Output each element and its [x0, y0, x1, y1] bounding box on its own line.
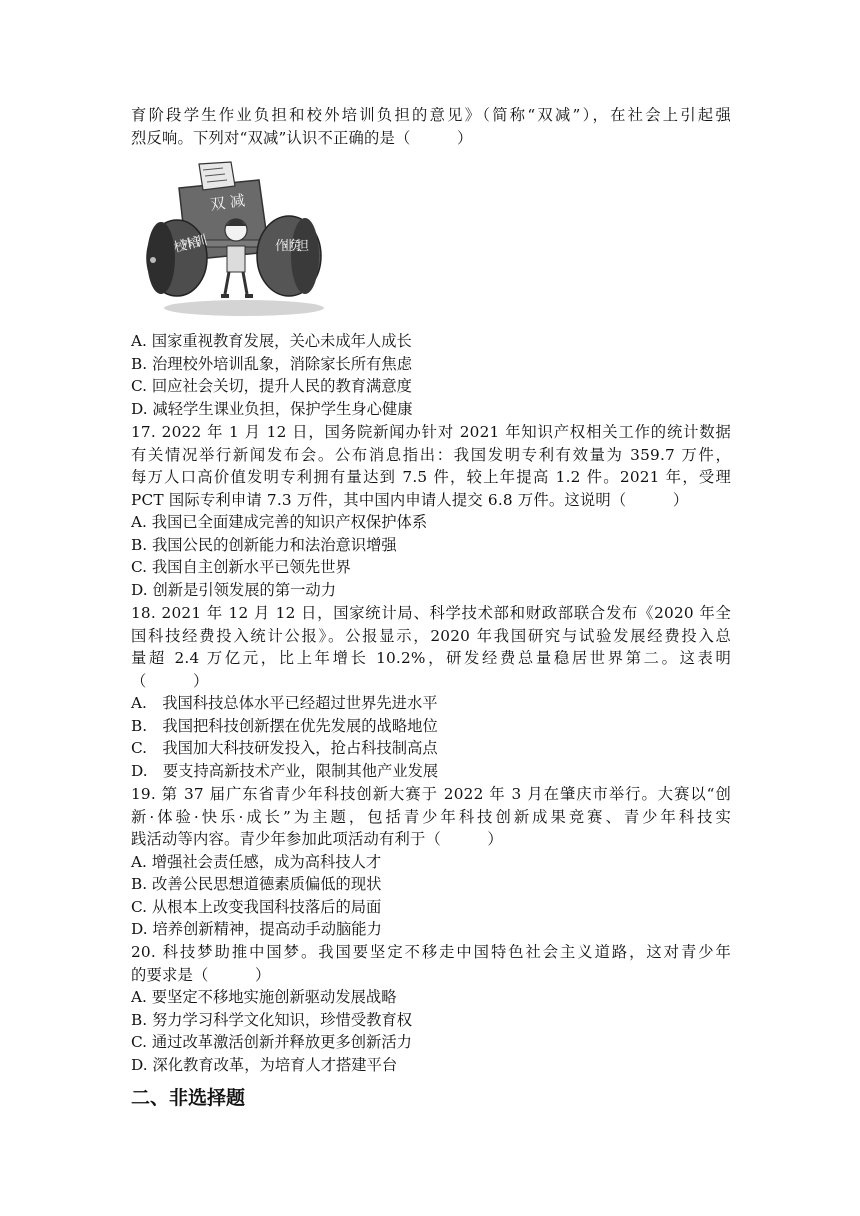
q18-stem-line: 量超 2.4 万亿元，比上年增长 10.2%，研发经费总量稳居世界第二。这表明 [131, 649, 731, 667]
q19-option-a: A. 增强社会责任感，成为高科技人才 [131, 853, 382, 871]
q20-option-b: B. 努力学习科学文化知识，珍惜受教育权 [131, 1011, 413, 1029]
q16-option-b: B. 治理校外培训乱象，消除家长所有焦虑 [131, 355, 413, 373]
q19-stem-line: 新·体验·快乐·成长”为主题，包括青少年科技创新成果竞赛、青少年科技实 [131, 808, 731, 826]
q20-option-a: A. 要坚定不移地实施创新驱动发展战略 [131, 988, 397, 1006]
q17-stem-line: 每万人口高价值发明专利拥有量达到 7.5 件，较上年提高 1.2 件。2021 年，受理 [131, 468, 731, 486]
q16-option-a: A. 国家重视教育发展，关心未成年人成长 [131, 332, 412, 350]
q19-stem-line: 19. 第 37 届广东省青少年科技创新大赛于 2022 年 3 月在肇庆市举行。大赛以“创 [131, 785, 731, 803]
q17-option-d: D. 创新是引领发展的第一动力 [131, 581, 337, 599]
q17-option-b: B. 我国公民的创新能力和法治意识增强 [131, 536, 397, 554]
q17-stem-line: 有关情况举行新闻发布会。公布消息指出：我国发明专利有效量为 359.7 万件， [131, 446, 731, 464]
q18-option-a: A. 我国科技总体水平已经超过世界先进水平 [131, 694, 438, 712]
q19-option-c: C. 从根本上改变我国科技落后的局面 [131, 898, 382, 916]
intro-line-2: 烈反响。下列对“双减”认识不正确的是（ ） [131, 129, 473, 147]
q17-option-a: A. 我国已全面建成完善的知识产权保护体系 [131, 513, 428, 531]
q17-stem-line: 17. 2022 年 1 月 12 日，国务院新闻办针对 2021 年知识产权相关工作的统计数据 [131, 423, 731, 441]
q18-option-b: B. 我国把科技创新摆在优先发展的战略地位 [131, 717, 438, 735]
q20-stem-line: 20. 科技梦助推中国梦。我国要坚定不移走中国特色社会主义道路，这对青少年 [131, 943, 731, 961]
q19-stem-line: 践活动等内容。青少年参加此项活动有利于（ ） [131, 830, 503, 848]
cartoon-label-top: 双 减 [209, 191, 246, 214]
q18-option-d: D. 要支持高新技术产业，限制其他产业发展 [131, 762, 439, 780]
q20-option-c: C. 通过改革激活创新并释放更多创新活力 [131, 1033, 412, 1051]
q17-stem-line: PCT 国际专利申请 7.3 万件，其中国内申请人提交 6.8 万件。这说明（ ） [131, 491, 689, 509]
q18-stem-line: 18. 2021 年 12 月 12 日，国家统计局、科学技术部和财政部联合发布《2020 年全 [131, 604, 731, 622]
q20-option-d: D. 深化教育改革，为培育人才搭建平台 [131, 1056, 398, 1074]
intro-line-1: 育阶段学生作业负担和校外培训负担的意见》（简称“双减”），在社会上引起强 [131, 106, 731, 124]
cartoon-label-left: 校外培训 [172, 233, 209, 256]
q18-stem-line: （ ） [131, 672, 209, 690]
q19-option-d: D. 培养创新精神，提高动手动脑能力 [131, 920, 382, 938]
q19-option-b: B. 改善公民思想道德素质偏低的现状 [131, 875, 382, 893]
q20-stem-line: 的要求是（ ） [131, 966, 271, 984]
cartoon-label-right: 作业负担 [275, 239, 309, 254]
q18-option-c: C. 我国加大科技研发投入，抢占科技制高点 [131, 739, 438, 757]
q18-stem-line: 国科技经费投入统计公报》。公报显示，2020 年我国研究与试验发展经费投入总 [131, 627, 731, 645]
q17-option-c: C. 我国自主创新水平已领先世界 [131, 558, 351, 576]
section-heading: 二、非选择题 [131, 1087, 246, 1109]
double-reduction-cartoon [139, 160, 327, 320]
q16-option-d: D. 减轻学生课业负担，保护学生身心健康 [131, 400, 413, 418]
q16-option-c: C. 回应社会关切，提升人民的教育满意度 [131, 377, 412, 395]
